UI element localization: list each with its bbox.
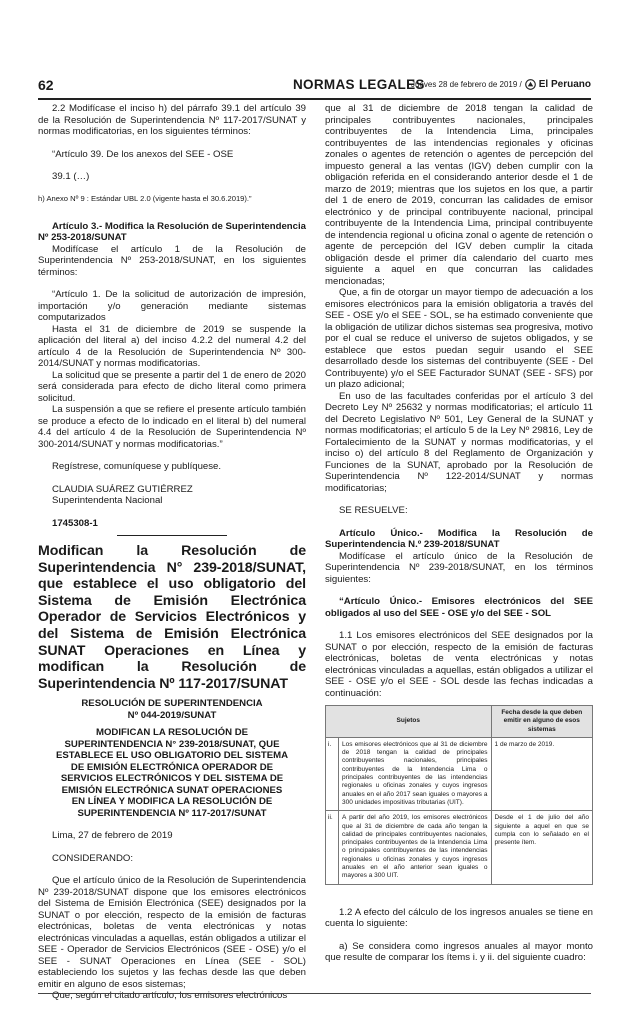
paragraph: “Artículo 39. De los anexos del SEE - OSE <box>52 148 234 160</box>
signatory-name: CLAUDIA SUÁREZ GUTIÉRREZ <box>52 483 193 495</box>
caption-line: EN LÍNEA Y MODIFICA LA RESOLUCIÓN DE <box>71 796 273 808</box>
paragraph: Que, a fin de otorgar un mayor tiempo de adecuación a los emisores electrónicos para la emisión obligatoria a través del SEE - OSE y/o el SEE - SOL, se ha estimado conveniente que la obligación de utilizar dichos sistemas sea progresiva, motivo por el cual se reduce el universo de sujetos obligados, y se establece que estos puedan seguir usando el SEE desarrollado desde los sistemas del contribuyente (SEE - Del Contribuyente) y/o el SEE Facturador SUNAT (SEE - SFS) por un plazo adicional; <box>325 287 593 390</box>
paragraph: Modifícase el artículo único de la Resolución de Superintendencia Nº 239-2018/SUNAT, en los términos siguientes: <box>325 550 593 585</box>
header-right: Jueves 28 de febrero de 2019 / El Peruano <box>410 79 591 90</box>
annex-line: h) Anexo Nº 9 : Estándar UBL 2.0 (vigente hasta el 30.6.2019).” <box>38 193 252 203</box>
caption-line: SERVICIOS ELECTRÓNICOS Y DEL SISTEMA DE <box>60 773 284 785</box>
article-title: Modifican la Resolución de Superintendencia N° 239-2018/SUNAT, que establece el uso obligatorio del Sistema de Emisión Electrónica Operador de Servicios Electrónicos y del Sistema de Emisión Electrónica SUNAT Operaciones en Línea y modifican la Resolución de Superintendencia Nº 117-2017/SUNAT <box>38 543 306 692</box>
resolution-heading: RESOLUCIÓN DE SUPERINTENDENCIA <box>81 698 263 710</box>
caption-line: SUPERINTENDENCIA N° 239-2018/SUNAT, QUE <box>64 738 280 750</box>
header-date: Jueves 28 de febrero de 2019 <box>410 80 518 89</box>
paragraph: a) Se considera como ingresos anuales al mayor monto que resulte de comparar los ítems i. y ii. del siguiente cuadro: <box>325 940 593 964</box>
section-title: NORMAS LEGALES <box>293 77 425 92</box>
paragraph: La suspensión a que se refiere el presente artículo también se produce a efecto de lo indicado en el literal b) del numeral 4.4 del artículo 4 de la Resolución de Superintendencia Nº 300-2014/SUNAT y normas modificatorias.” <box>38 404 306 450</box>
header-sujetos: Sujetos <box>326 706 492 738</box>
paragraph: 2.2 Modifícase el inciso h) del párrafo 39.1 del artículo 39 de la Resolución de Superintendencia Nº 117-2017/SUNAT y normas modificatorias, en los siguientes términos: <box>38 103 306 137</box>
paragraph: 1.1 Los emisores electrónicos del SEE designados por la SUNAT o por elección, respecto de la emisión de facturas electrónicas, boletas de venta electrónicas y notas electrónicas vinculadas a aquellas, están obligados a utilizar el SEE - OSE y/o el SEE - SOL desde las fechas indicadas a continuación: <box>325 630 593 699</box>
table-row <box>326 811 593 884</box>
row-number: ii. <box>326 811 339 884</box>
row-date: 1 de marzo de 2019. <box>491 737 592 810</box>
paragraph: 1.2 A efecto del cálculo de los ingresos anuales se tiene en cuenta lo siguiente: <box>325 906 593 930</box>
resolution-caption <box>38 727 306 819</box>
caption-line: ESTABLECE EL USO OBLIGATORIO DEL SISTEMA <box>55 750 289 762</box>
article-heading: Artículo Único.- Modifica la Resolución de Superintendencia N.º 239-2018/SUNAT <box>325 527 593 550</box>
paragraph: Hasta el 31 de diciembre de 2019 se suspende la aplicación del literal a) del inciso 4.2.2 del numeral 4.2 del artículo 4 de la Resolución de Superintendencia Nº 300-2014/SUNAT y normas modificatorias. <box>38 323 306 369</box>
page-number: 62 <box>38 77 54 93</box>
publication-name: El Peruano <box>538 79 591 90</box>
se-resuelve-heading: SE RESUELVE: <box>339 505 408 516</box>
row-subject: Los emisores electrónicos que al 31 de diciembre de 2018 tengan la calidad de principales contribuyentes nacionales, principales contribuyentes de la Intendencia Lima o principales contribuyentes de las intendencias regionales u oficinas zonales y cuyos ingresos anuales en el año 2017 sean iguales o mayores a 300 unidades impositivas tributarias (UIT). <box>339 737 492 810</box>
place-date: Lima, 27 de febrero de 2019 <box>52 830 173 842</box>
paragraph: que al 31 de diciembre de 2018 tengan la calidad de principales contribuyentes nacionales, principales contribuyentes de la Intendencia Lima, principales contribuyentes de las intendencias regionales y oficinas zonales o agentes de retención o agentes de percepción del impuesto general a las ventas (IGV) deben cumplir con la obligación referida en el considerando anterior desde el 1 de marzo de 2019; mientras que los sujetos en los que, a partir del 1 de enero de 2019, concurran las calidades de emisor electrónico y de principal contribuyente nacional, principal contribuyente de la Intendencia Lima, principal contribuyente de intendencia regional u oficina zonal o agente de retención o agente de percepción del IGV deben cumplir la citada obligación desde el primer día calendario del cuarto mes siguiente a aquel en que concurran las calidades mencionadas; <box>325 103 593 287</box>
paragraph: En uso de las facultades conferidas por el artículo 3 del Decreto Ley Nº 25632 y normas modificatorias; el artículo 11 del Decreto Legislativo Nº 501, Ley General de la SUNAT y normas modificatorias; el artículo 5 de la Ley Nº 29816, Ley de Fortalecimiento de la SUNAT y normas modificatorias, y el inciso o) del artículo 8 del Reglamento de Organización y Funciones de la SUNAT, aprobado por la Resolución de Superintendencia Nº 122-2014/SUNAT y normas modificatorias; <box>325 390 593 494</box>
bottom-divider <box>38 993 591 994</box>
considerando-heading: CONSIDERANDO: <box>52 852 134 864</box>
table-header-row <box>326 706 593 738</box>
quoted-article-heading: “Artículo Único.- Emisores electrónicos del SEE obligados al uso del SEE - OSE y/o del SEE - SOL <box>325 596 593 619</box>
paragraph: Modifícase el artículo 1 de la Resolución de Superintendencia Nº 253-2018/SUNAT, en los siguientes términos: <box>38 243 306 278</box>
signatory-role: Superintendenta Nacional <box>52 495 163 506</box>
document-code: 1745308-1 <box>52 517 98 529</box>
left-column <box>38 103 306 1002</box>
row-subject: A partir del año 2019, los emisores electrónicos que al 31 de diciembre de cada año tengan la calidad de principales contribuyentes nacionales, principales contribuyentes de la Intendencia Lima o principales contribuyentes de las intendencias regionales u oficinas zonales y cuyos ingresos anuales en el año anterior sean iguales o mayores a 300 UIT. <box>339 811 492 884</box>
subjects-table <box>325 705 593 885</box>
caption-line: DE EMISIÓN ELECTRÓNICA OPERADOR DE <box>70 761 274 773</box>
caption-line: SUPERINTENDENCIA Nº 117-2017/SUNAT <box>77 807 267 819</box>
caption-line: MODIFICAN LA RESOLUCIÓN DE <box>95 727 249 739</box>
caption-line: EMISIÓN ELECTRÓNICA SUNAT OPERACIONES <box>61 784 283 796</box>
right-column <box>325 103 593 964</box>
row-number: i. <box>326 737 339 810</box>
paragraph: 39.1 (…) <box>52 171 90 182</box>
paragraph: La solicitud que se presente a partir del 1 de enero de 2020 será considerada para efecto de dicho literal como primera solicitud. <box>38 369 306 404</box>
paragraph: “Artículo 1. De la solicitud de autorización de impresión, importación y/o generación mediante sistemas computarizados <box>38 289 306 323</box>
el-peruano-logo-icon <box>525 79 536 90</box>
paragraph: Que el artículo único de la Resolución de Superintendencia Nº 239-2018/SUNAT dispone que los emisores electrónicos del Sistema de Emisión Electrónica (SEE) designados por la SUNAT o por elección, respecto de la emisión de facturas electrónicas, boletas de venta electrónicas y notas electrónicas vinculadas a aquellas, están obligados a utilizar el SEE - Operador de Servicios Electrónicos (SEE - OSE) y/o el SEE - SUNAT Operaciones en Línea (SEE - SOL) estableciendo los sujetos y las fechas desde las que deben emitir en alguno de esos sistemas; <box>38 875 306 990</box>
paragraph: Regístrese, comuníquese y publíquese. <box>52 461 222 472</box>
resolution-number: Nº 044-2019/SUNAT <box>127 709 217 721</box>
article-heading: Artículo 3.- Modifica la Resolución de Superintendencia Nº 253-2018/SUNAT <box>38 220 306 243</box>
table-row <box>326 737 593 810</box>
divider <box>117 535 227 536</box>
paragraph: Que, según el citado artículo, los emisores electrónicos <box>52 990 288 1002</box>
header-fecha: Fecha desde la que deben emitir en alguno de esos sistemas <box>491 706 592 738</box>
page-header <box>38 72 591 100</box>
row-date: Desde el 1 de julio del año siguiente a aquel en que se cumpla con lo señalado en el presente ítem. <box>491 811 592 884</box>
